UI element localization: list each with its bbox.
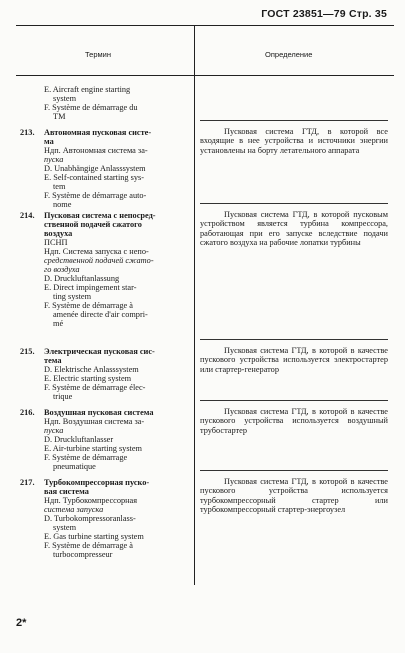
term-title: Турбокомпрессорная пуско- [44,478,150,487]
term-variant: turbocompresseur [53,550,113,559]
definition-column-heading: Определение [265,50,313,59]
term-variant: tem [53,182,66,191]
term-variant: nome [53,200,72,209]
entry-body [44,211,190,328]
entry-number: 213. [20,128,35,137]
term-variant: Ндп. Турбокомпрессорная [44,496,138,505]
term-title: ма [44,137,54,146]
term-variant: E. Direct impingement star- [44,283,137,292]
term-title: Воздушная пусковая система [44,408,154,417]
term-variant: D. Druckluftanlassung [44,274,120,283]
term-variant: F. Système de démarrage auto- [44,191,147,200]
page-header: ГОСТ 23851—79 Стр. 35 [261,8,387,20]
equivalent-term: system [53,94,77,103]
term-title: тема [44,356,62,365]
term-entry [20,347,190,401]
term-title: Пусковая система с непосред- [44,211,156,220]
continued-entry-body [44,85,190,121]
term-variant: пуска [44,426,64,435]
term-variant: mé [53,319,64,328]
term-variant: F. Système de démarrage à [44,541,133,550]
term-title: воздуха [44,229,73,238]
continued-entry [20,85,190,121]
term-variant: E. Electric starting system [44,374,132,383]
page-mark: 2* [16,617,27,629]
term-variant: го воздуха [44,265,80,274]
term-entry [20,478,190,559]
term-variant: Ндп. Система запуска с непо- [44,247,149,256]
term-variant: D. Elektrische Anlasssystem [44,365,139,374]
term-column-heading: Термин [85,50,111,59]
entry-separator [200,203,388,204]
term-entry [20,408,190,471]
term-entry [20,128,190,209]
term-variant: ting system [53,292,92,301]
term-variant: pneumatique [53,462,96,471]
term-variant: Ндп. Воздушная система за- [44,417,145,426]
term-variant: trique [53,392,73,401]
equivalent-term: F. Système de démarrage du [44,103,138,112]
entry-separator [200,339,388,340]
term-variant: amenée directe d'air compri- [53,310,148,319]
term-variant: ПСНП [44,238,68,247]
term-variant: E. Gas turbine starting system [44,532,144,541]
entry-body [44,128,190,209]
term-variant: system [53,523,77,532]
entry-number: 217. [20,478,35,487]
entry-number: 215. [20,347,35,356]
term-variant: пуска [44,155,64,164]
entry-number: 214. [20,211,35,220]
column-divider [194,25,195,585]
equivalent-term: TM [53,112,66,121]
entry-separator [200,470,388,471]
term-definition: Пусковая система ГТД, в которой пусковым устройством является турбина компрессора, работающая при его запуске вследствие подачи сжатого воздуха на рабочие лопатки турбины [200,210,388,247]
term-variant: E. Air-turbine starting system [44,444,142,453]
term-entry [20,211,190,328]
term-definition: Пусковая система ГТД, в которой в качестве пускового устройства используется воздушный трубостартер [200,407,388,435]
term-title: ственной подачей сжатого [44,220,142,229]
entry-body [44,347,190,401]
term-variant: D. Druckluftanlasser [44,435,114,444]
term-variant: Ндп. Автономная система за- [44,146,148,155]
entry-separator [200,400,388,401]
term-definition: Пусковая система ГТД, в которой в качестве пускового устройства используется электростартер или стартер-генератор [200,346,388,374]
entry-number: 216. [20,408,35,417]
term-definition: Пусковая система ГТД, в которой все входящие в нее устройства и источники энергии установлены на борту летательного аппарата [200,127,388,155]
term-variant: D. Turbokompressoranlass- [44,514,136,523]
term-variant: F. Système de démarrage [44,453,128,462]
term-definition: Пусковая система ГТД, в которой в качестве пускового устройства используется турбокомпрессорный стартер или турбокомпрессорный стартер-энергоузел [200,477,388,514]
table-header-rule [16,75,394,76]
term-variant: E. Self-contained starting sys- [44,173,145,182]
term-variant: F. Système de démarrage élec- [44,383,146,392]
entry-body [44,408,190,471]
equivalent-term: E. Aircraft engine starting [44,85,131,94]
term-title: Автономная пусковая систе- [44,128,152,137]
entry-separator [200,120,388,121]
term-variant: D. Unabhängige Anlasssystem [44,164,146,173]
term-title: вая система [44,487,89,496]
term-variant: средственной подачей сжато- [44,256,154,265]
term-title: Электрическая пусковая сис- [44,347,155,356]
table-top-rule [16,25,394,26]
term-variant: F. Système de démarrage à [44,301,133,310]
term-variant: система запуска [44,505,104,514]
entry-body [44,478,190,559]
